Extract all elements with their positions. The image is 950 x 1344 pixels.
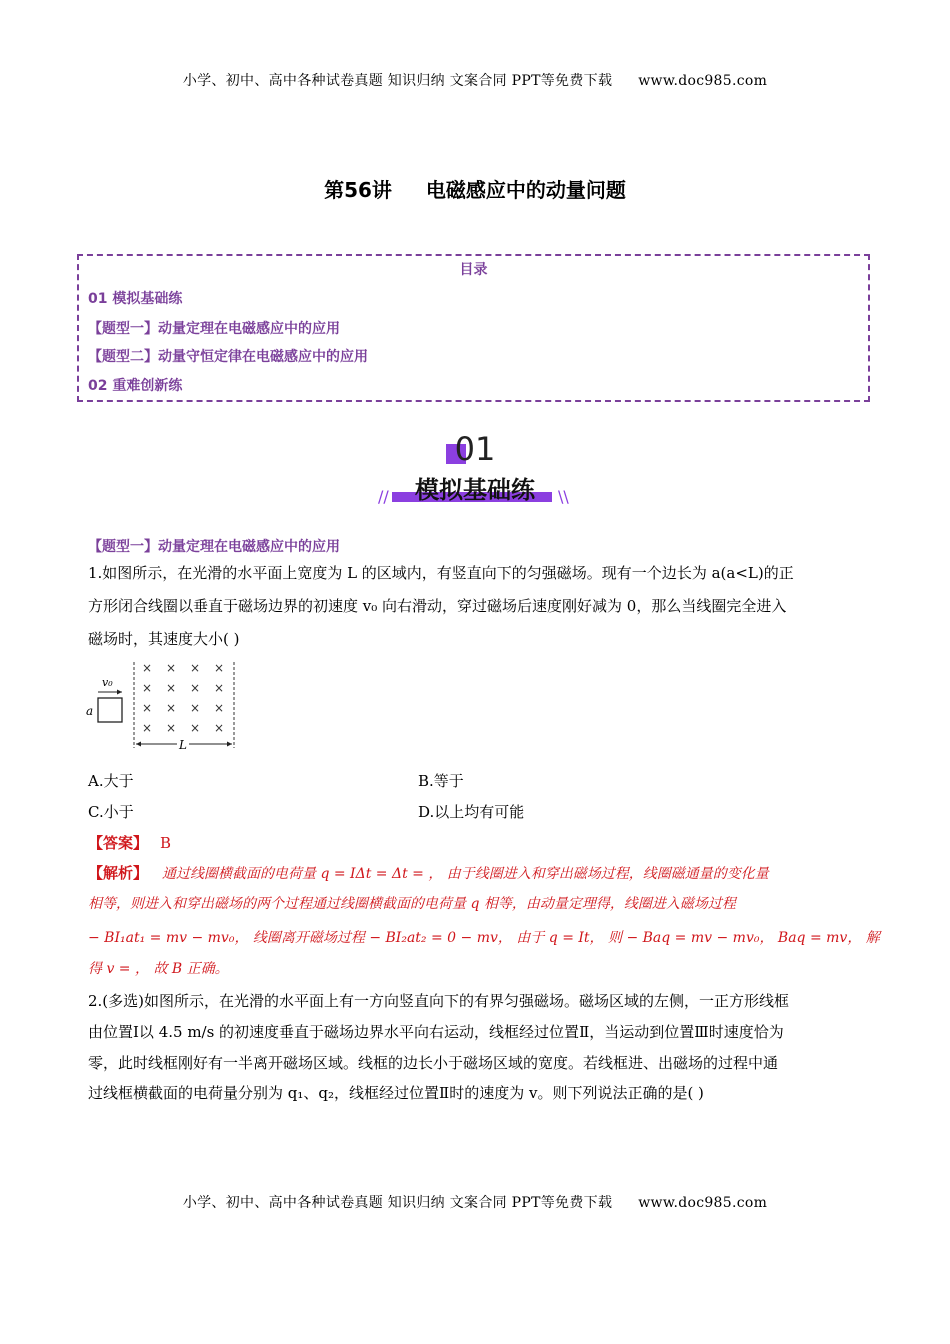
velocity-arrowhead bbox=[117, 690, 122, 695]
header-site[interactable]: www.doc985.com bbox=[638, 73, 768, 89]
svg-text:×: × bbox=[166, 661, 177, 675]
svg-text:×: × bbox=[214, 661, 225, 675]
option-b[interactable]: B.等于 bbox=[418, 772, 464, 790]
svg-text:×: × bbox=[166, 681, 177, 695]
option-d[interactable]: D.以上均有可能 bbox=[418, 803, 525, 821]
svg-text:×: × bbox=[190, 661, 201, 675]
q2-line: 由位置Ⅰ以 4.5 m/s 的初速度垂直于磁场边界水平向右运动，线框经过位置Ⅱ，当运动到位置Ⅲ时速度恰为 bbox=[88, 1023, 784, 1041]
option-c[interactable]: C.小于 bbox=[88, 803, 134, 821]
toc-item[interactable]: 01 模拟基础练 bbox=[88, 291, 183, 307]
q1-line: 方形闭合线圈以垂直于磁场边界的初速度 v₀ 向右滑动，穿过磁场后速度刚好减为 0，那么当线圈完全进入 bbox=[88, 597, 787, 615]
q2-line: 2.(多选)如图所示，在光滑的水平面上有一方向竖直向下的有界匀强磁场。磁场区域的左侧，一正方形线框 bbox=[88, 992, 790, 1010]
table-of-contents bbox=[77, 254, 870, 402]
svg-text:×: × bbox=[166, 721, 177, 735]
toc-item[interactable]: 【题型二】动量守恒定律在电磁感应中的应用 bbox=[88, 349, 368, 365]
square-coil bbox=[98, 698, 122, 722]
q1-line: 磁场时，其速度大小( ) bbox=[88, 630, 240, 648]
magnetic-field-crosses bbox=[142, 661, 224, 735]
svg-text:×: × bbox=[142, 701, 153, 715]
page-header bbox=[0, 70, 950, 90]
svg-text:×: × bbox=[190, 721, 201, 735]
page-title bbox=[0, 174, 950, 203]
svg-text:×: × bbox=[166, 701, 177, 715]
svg-text:×: × bbox=[190, 681, 201, 695]
toc-heading: 目录 bbox=[459, 262, 488, 278]
velocity-label: v₀ bbox=[102, 676, 113, 689]
width-label: L bbox=[179, 738, 187, 752]
svg-text:×: × bbox=[214, 721, 225, 735]
answer-value: B bbox=[160, 834, 172, 852]
lecture-number: 第56讲 bbox=[324, 178, 392, 202]
answer-label: 【答案】 bbox=[88, 834, 149, 852]
svg-text:×: × bbox=[142, 661, 153, 675]
footer-text: 小学、初中、高中各种试卷真题 知识归纳 文案合同 PPT等免费下载 bbox=[182, 1195, 613, 1211]
banner-number: 01 bbox=[454, 430, 496, 468]
q2-line: 零，此时线框刚好有一半离开磁场区域。线框的边长小于磁场区域的宽度。若线框进、出磁场的过程中通 bbox=[88, 1054, 779, 1072]
section-heading: 【题型一】动量定理在电磁感应中的应用 bbox=[88, 539, 340, 555]
header-text: 小学、初中、高中各种试卷真题 知识归纳 文案合同 PPT等免费下载 bbox=[182, 73, 613, 89]
footer-site[interactable]: www.doc985.com bbox=[638, 1195, 768, 1211]
q1-answer bbox=[88, 832, 171, 853]
analysis-line: 通过线圈横截面的电荷量 q = IΔt = Δt = ， 由于线圈进入和穿出磁场过程，线圈磁通量的变化量 bbox=[162, 866, 769, 882]
svg-text:×: × bbox=[142, 721, 153, 735]
section-banner bbox=[370, 426, 580, 510]
coil-side-label: a bbox=[86, 704, 94, 718]
svg-text:×: × bbox=[214, 701, 225, 715]
banner-right-slashes: \\ bbox=[558, 487, 569, 506]
banner-left-slashes: // bbox=[378, 487, 389, 506]
q1-line: 1.如图所示，在光滑的水平面上宽度为 L 的区域内，有竖直向下的匀强磁场。现有一个边长为 a(a<L)的正 bbox=[88, 564, 794, 582]
option-a[interactable]: A.大于 bbox=[88, 772, 134, 790]
page-footer bbox=[0, 1192, 950, 1212]
svg-text:×: × bbox=[214, 681, 225, 695]
analysis-label: 【解析】 bbox=[88, 864, 149, 882]
svg-text:×: × bbox=[190, 701, 201, 715]
analysis-line: − BI₁at₁ = mv − mv₀， 线圈离开磁场过程 − BI₂at₂ = 0 − mv， 由于 q = It， 则 − Baq = mv − mv₀， Baq = mv， 解 bbox=[88, 930, 880, 946]
banner-label: 模拟基础练 bbox=[415, 476, 535, 504]
analysis-line: 相等，则进入和穿出磁场的两个过程通过线圈横截面的电荷量 q 相等，由动量定理得，线圈进入磁场过程 bbox=[88, 896, 736, 912]
lecture-topic: 电磁感应中的动量问题 bbox=[425, 178, 626, 202]
q2-line: 过线框横截面的电荷量分别为 q₁、q₂，线框经过位置Ⅱ时的速度为 v。则下列说法正确的是( ) bbox=[88, 1084, 704, 1102]
q1-diagram bbox=[86, 660, 246, 760]
svg-text:×: × bbox=[142, 681, 153, 695]
q1-analysis bbox=[88, 862, 769, 883]
toc-item[interactable]: 【题型一】动量定理在电磁感应中的应用 bbox=[88, 321, 340, 337]
analysis-line: 得 v = ， 故 B 正确。 bbox=[88, 961, 229, 977]
toc-item[interactable]: 02 重难创新练 bbox=[88, 378, 183, 394]
